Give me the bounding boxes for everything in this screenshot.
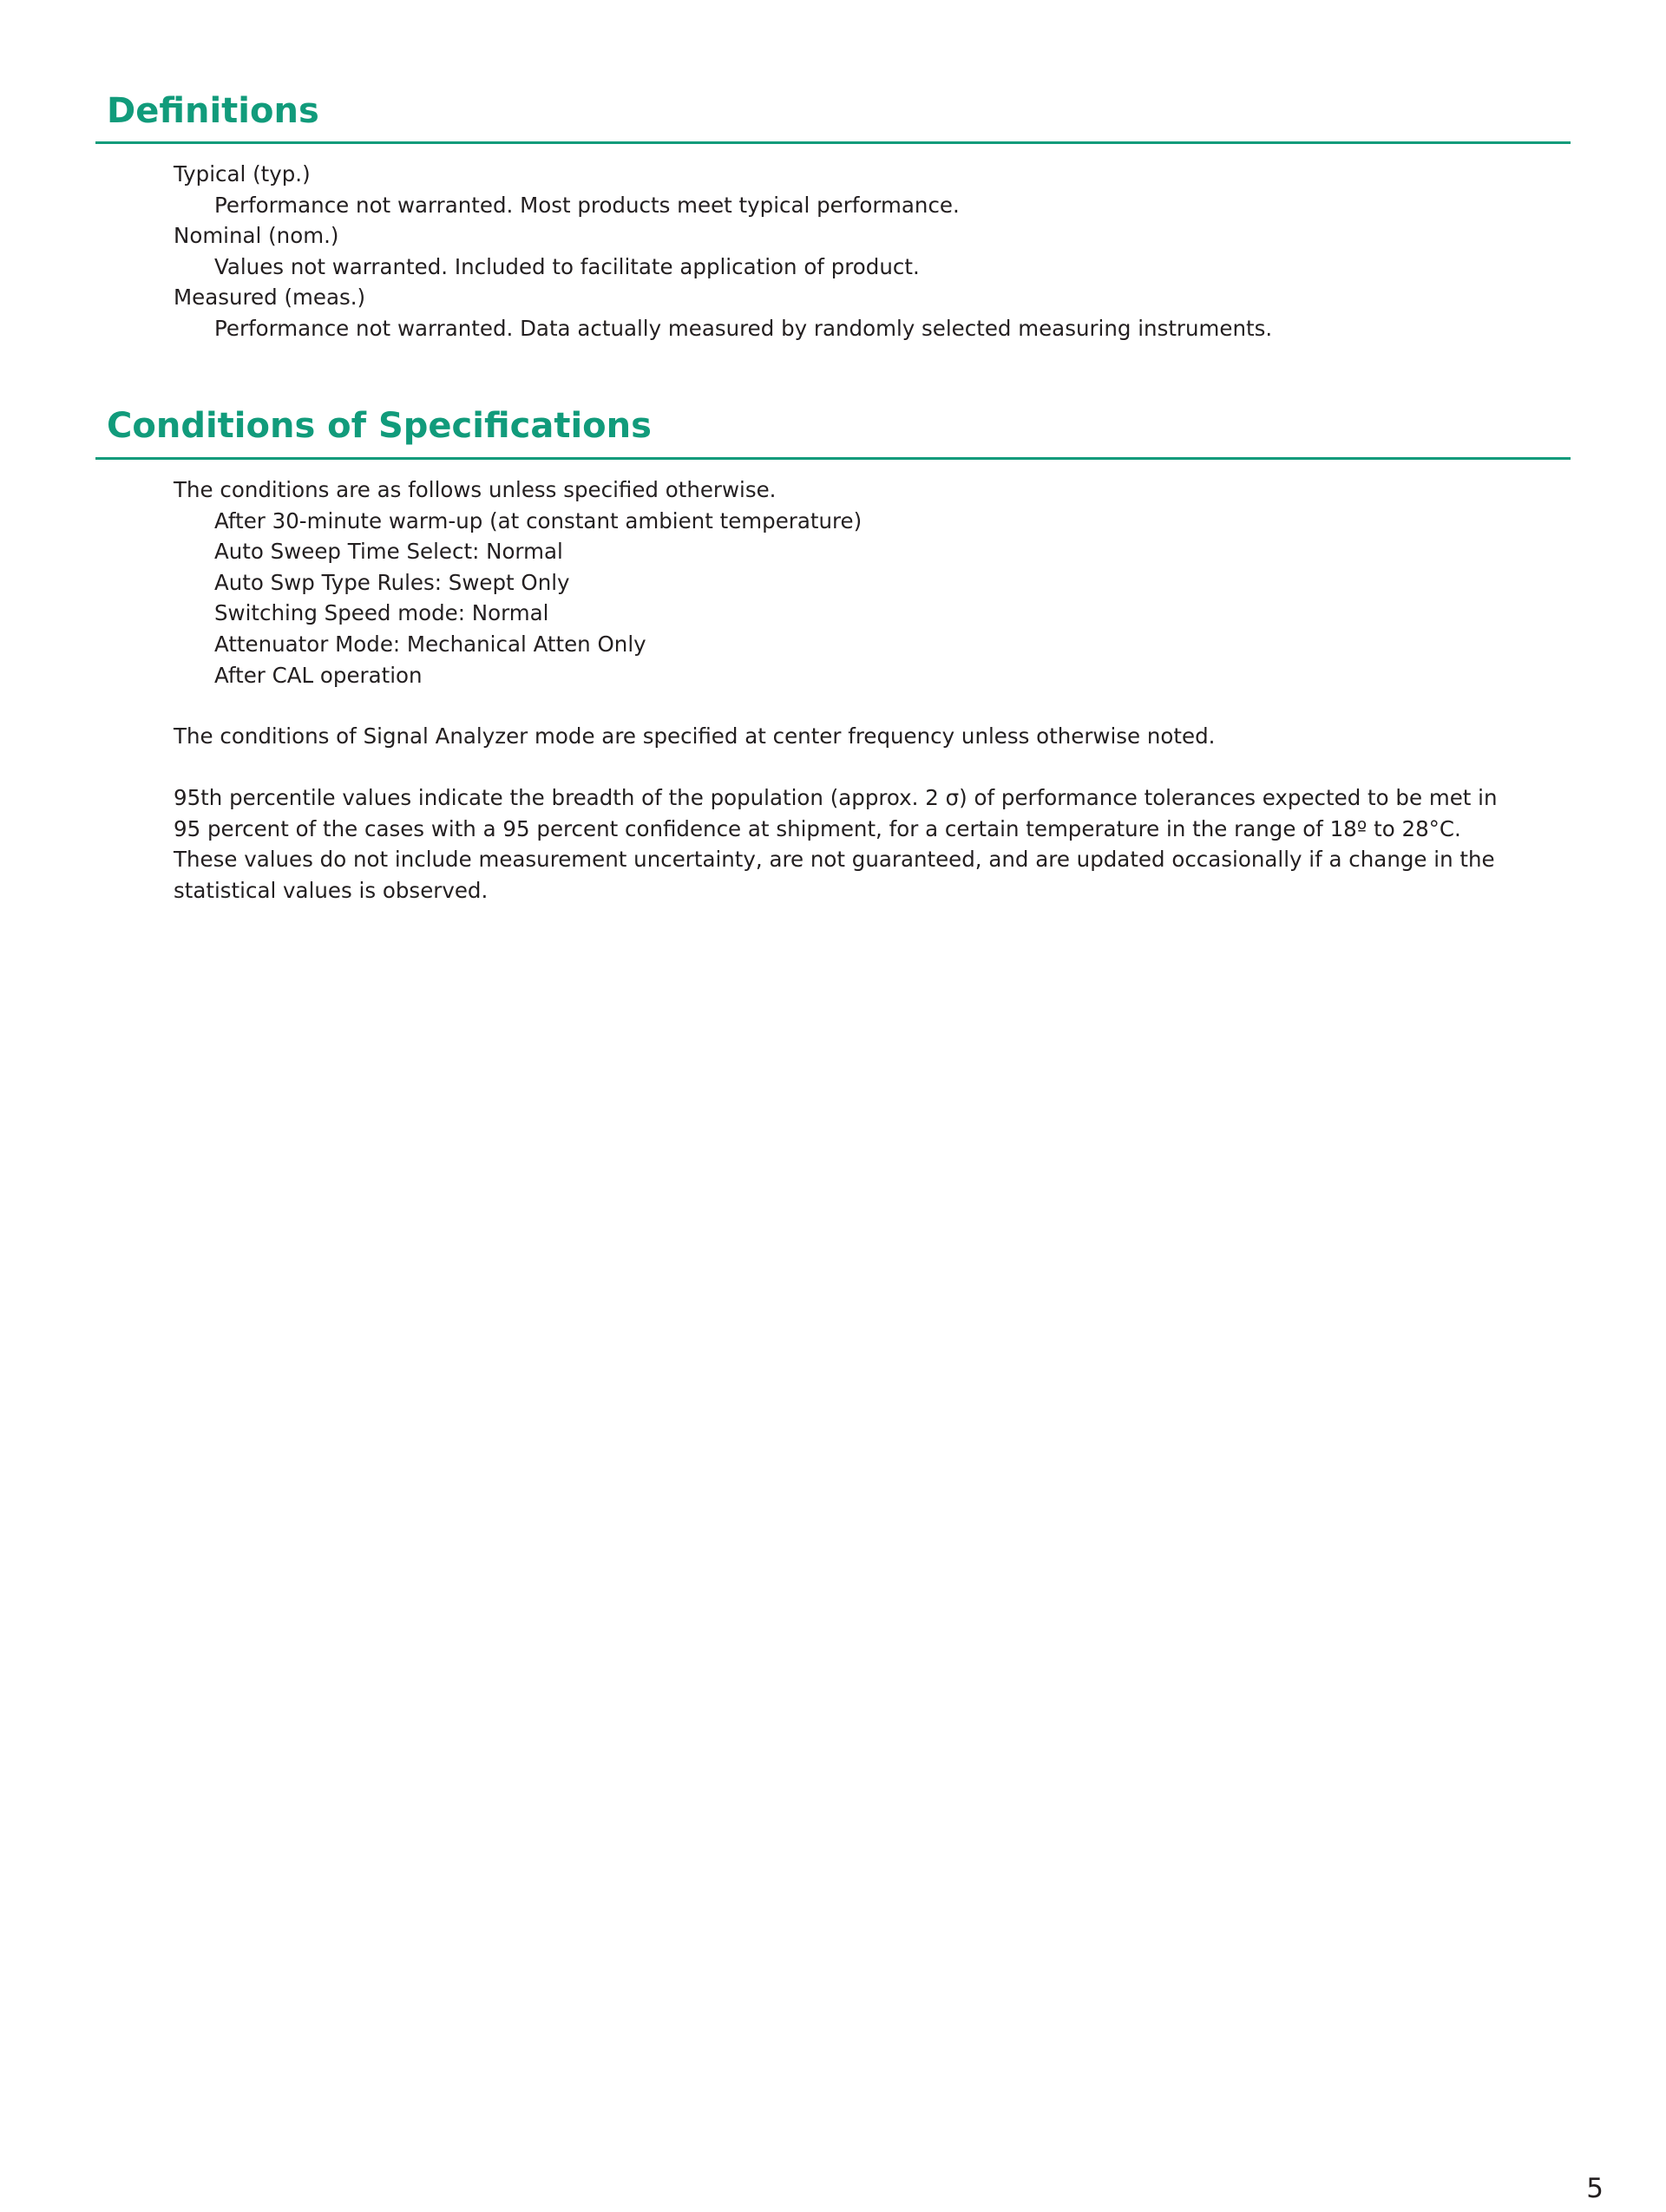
condition-item: After CAL operation bbox=[214, 662, 423, 688]
condition-item: Auto Sweep Time Select: Normal bbox=[214, 539, 563, 565]
conditions-divider bbox=[95, 457, 1571, 460]
definitions-divider bbox=[95, 141, 1571, 144]
definition-description-measured: Performance not warranted. Data actually measured by randomly selected measuring instruments. bbox=[214, 315, 1273, 341]
signal-analyzer-note-block bbox=[174, 721, 1572, 752]
condition-item: Switching Speed mode: Normal bbox=[214, 600, 549, 626]
percentile-note-block bbox=[174, 782, 1572, 906]
definition-term-nominal: Nominal (nom.) bbox=[174, 223, 339, 249]
condition-item: Auto Swp Type Rules: Swept Only bbox=[214, 569, 570, 595]
conditions-heading: Conditions of Specifications bbox=[107, 406, 652, 446]
percentile-note-line-2: 95 percent of the cases with a 95 percent confidence at shipment, for a certain temperature in the range of 18º to 28°C. bbox=[174, 815, 1461, 841]
page-number: 5 bbox=[1586, 2173, 1604, 2204]
definitions-heading: Definitions bbox=[107, 91, 319, 131]
percentile-note-line-1: 95th percentile values indicate the breadth of the population (approx. 2 σ) of performance tolerances expected to be met in bbox=[174, 785, 1498, 810]
definition-description-typical: Performance not warranted. Most products meet typical performance. bbox=[214, 192, 960, 218]
definition-term-typical: Typical (typ.) bbox=[174, 161, 311, 187]
definition-description-nominal: Values not warranted. Included to facilitate application of product. bbox=[214, 253, 920, 279]
conditions-intro: The conditions are as follows unless specified otherwise. bbox=[174, 477, 777, 502]
definitions-list bbox=[174, 159, 1572, 344]
definition-term-measured: Measured (meas.) bbox=[174, 285, 366, 311]
uncertainty-note: These values do not include measurement uncertainty, are not guaranteed, and are updated occasionally if a change in the statistical values is observed. bbox=[174, 847, 1495, 903]
conditions-list bbox=[174, 474, 1572, 690]
condition-item: Attenuator Mode: Mechanical Atten Only bbox=[214, 631, 646, 657]
signal-analyzer-note: The conditions of Signal Analyzer mode are specified at center frequency unless otherwise noted. bbox=[174, 723, 1216, 749]
condition-item: After 30-minute warm-up (at constant ambient temperature) bbox=[214, 507, 863, 533]
